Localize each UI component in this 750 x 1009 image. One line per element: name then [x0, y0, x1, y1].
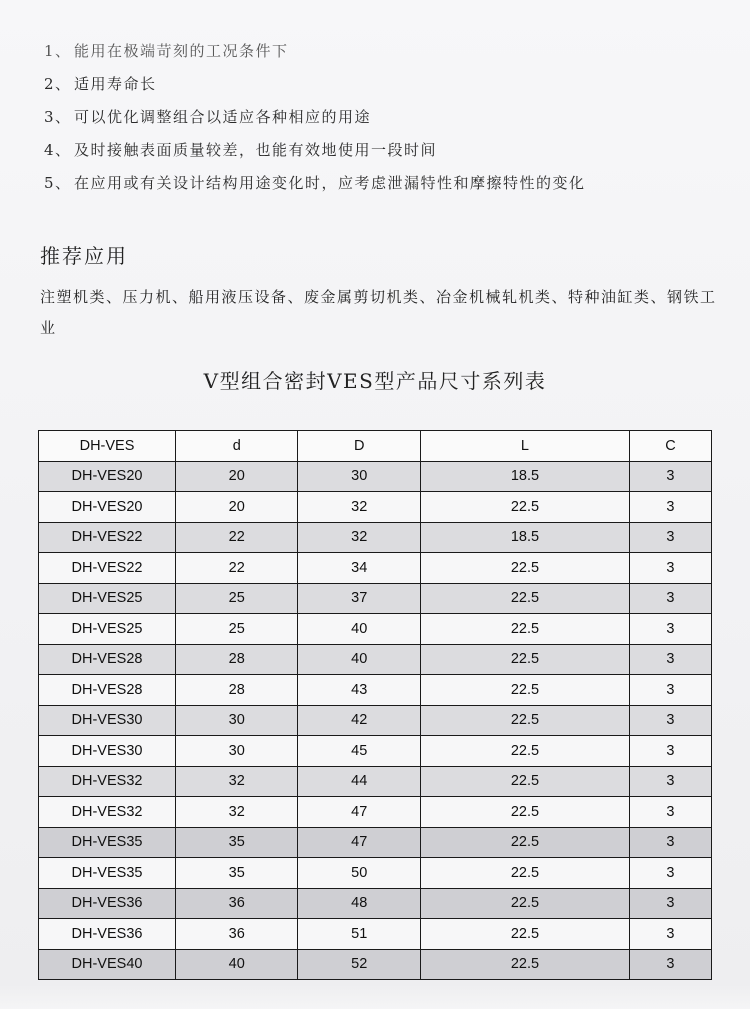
table-row	[39, 644, 712, 675]
cell-C: 3	[629, 614, 711, 645]
cell-d: 35	[176, 827, 298, 858]
cell-d: 22	[176, 522, 298, 553]
cell-model: DH-VES25	[39, 583, 176, 614]
cell-model: DH-VES35	[39, 827, 176, 858]
applications-title: 推荐应用	[40, 244, 128, 268]
cell-D: 37	[298, 583, 420, 614]
cell-D: 51	[298, 919, 420, 950]
feature-number: 3、	[44, 108, 72, 126]
cell-L: 18.5	[420, 461, 629, 492]
cell-L: 22.5	[420, 949, 629, 980]
cell-d: 30	[176, 705, 298, 736]
feature-item	[44, 170, 734, 203]
feature-text: 可以优化调整组合以适应各种相应的用途	[74, 108, 372, 126]
table-row	[39, 736, 712, 767]
cell-D: 32	[298, 492, 420, 523]
cell-C: 3	[629, 919, 711, 950]
cell-model: DH-VES36	[39, 919, 176, 950]
cell-C: 3	[629, 553, 711, 584]
feature-item	[44, 71, 734, 104]
cell-d: 35	[176, 858, 298, 889]
cell-model: DH-VES40	[39, 949, 176, 980]
cell-L: 22.5	[420, 644, 629, 675]
cell-D: 50	[298, 858, 420, 889]
cell-model: DH-VES20	[39, 492, 176, 523]
feature-number: 4、	[44, 141, 72, 159]
table-row	[39, 492, 712, 523]
cell-D: 52	[298, 949, 420, 980]
feature-item	[44, 137, 734, 170]
cell-L: 22.5	[420, 858, 629, 889]
cell-D: 44	[298, 766, 420, 797]
cell-D: 34	[298, 553, 420, 584]
table-row	[39, 614, 712, 645]
table-row	[39, 583, 712, 614]
header-d: d	[176, 431, 298, 462]
cell-L: 22.5	[420, 919, 629, 950]
cell-d: 40	[176, 949, 298, 980]
cell-L: 22.5	[420, 492, 629, 523]
cell-C: 3	[629, 583, 711, 614]
cell-C: 3	[629, 766, 711, 797]
cell-model: DH-VES20	[39, 461, 176, 492]
table-header-row	[39, 431, 712, 462]
header-D: D	[298, 431, 420, 462]
cell-model: DH-VES25	[39, 614, 176, 645]
cell-L: 22.5	[420, 766, 629, 797]
cell-D: 32	[298, 522, 420, 553]
cell-model: DH-VES22	[39, 522, 176, 553]
cell-L: 22.5	[420, 553, 629, 584]
feature-text: 适用寿命长	[74, 75, 157, 93]
cell-L: 22.5	[420, 827, 629, 858]
cell-d: 32	[176, 797, 298, 828]
table-row	[39, 675, 712, 706]
cell-D: 45	[298, 736, 420, 767]
cell-d: 22	[176, 553, 298, 584]
cell-C: 3	[629, 888, 711, 919]
cell-L: 22.5	[420, 705, 629, 736]
cell-C: 3	[629, 461, 711, 492]
cell-model: DH-VES28	[39, 675, 176, 706]
table-row	[39, 461, 712, 492]
cell-model: DH-VES36	[39, 888, 176, 919]
table-row	[39, 797, 712, 828]
cell-d: 28	[176, 675, 298, 706]
cell-C: 3	[629, 705, 711, 736]
header-model: DH-VES	[39, 431, 176, 462]
cell-C: 3	[629, 522, 711, 553]
cell-D: 47	[298, 827, 420, 858]
cell-model: DH-VES32	[39, 766, 176, 797]
feature-list	[44, 38, 734, 203]
cell-D: 48	[298, 888, 420, 919]
cell-model: DH-VES30	[39, 736, 176, 767]
cell-L: 22.5	[420, 583, 629, 614]
table-row	[39, 949, 712, 980]
cell-d: 36	[176, 888, 298, 919]
table-row	[39, 766, 712, 797]
cell-C: 3	[629, 675, 711, 706]
table-title: V型组合密封VES型产品尺寸系列表	[203, 369, 547, 393]
cell-d: 32	[176, 766, 298, 797]
cell-D: 30	[298, 461, 420, 492]
cell-d: 30	[176, 736, 298, 767]
table-row	[39, 827, 712, 858]
feature-text: 在应用或有关设计结构用途变化时，应考虑泄漏特性和摩擦特性的变化	[74, 174, 586, 192]
cell-D: 43	[298, 675, 420, 706]
cell-C: 3	[629, 858, 711, 889]
table-row	[39, 522, 712, 553]
cell-L: 22.5	[420, 736, 629, 767]
feature-item	[44, 104, 734, 137]
feature-number: 5、	[44, 174, 72, 192]
cell-C: 3	[629, 736, 711, 767]
cell-d: 25	[176, 614, 298, 645]
cell-D: 40	[298, 614, 420, 645]
header-L: L	[420, 431, 629, 462]
cell-D: 47	[298, 797, 420, 828]
feature-number: 1、	[44, 42, 72, 60]
cell-model: DH-VES32	[39, 797, 176, 828]
feature-item	[44, 38, 734, 71]
table-row	[39, 858, 712, 889]
table-body	[39, 461, 712, 980]
cell-C: 3	[629, 644, 711, 675]
feature-text: 及时接触表面质量较差，也能有效地使用一段时间	[74, 141, 438, 159]
cell-D: 42	[298, 705, 420, 736]
cell-L: 22.5	[420, 797, 629, 828]
cell-model: DH-VES28	[39, 644, 176, 675]
cell-model: DH-VES30	[39, 705, 176, 736]
table-row	[39, 705, 712, 736]
size-table	[38, 430, 712, 980]
cell-d: 20	[176, 492, 298, 523]
header-C: C	[629, 431, 711, 462]
cell-C: 3	[629, 827, 711, 858]
page-edge	[0, 985, 750, 1009]
cell-C: 3	[629, 492, 711, 523]
cell-d: 25	[176, 583, 298, 614]
table-row	[39, 553, 712, 584]
feature-number: 2、	[44, 75, 72, 93]
cell-C: 3	[629, 797, 711, 828]
cell-D: 40	[298, 644, 420, 675]
table-row	[39, 919, 712, 950]
cell-d: 28	[176, 644, 298, 675]
cell-L: 22.5	[420, 675, 629, 706]
cell-C: 3	[629, 949, 711, 980]
table-row	[39, 888, 712, 919]
feature-text: 能用在极端苛刻的工况条件下	[74, 42, 289, 60]
cell-model: DH-VES22	[39, 553, 176, 584]
cell-L: 18.5	[420, 522, 629, 553]
cell-d: 36	[176, 919, 298, 950]
cell-L: 22.5	[420, 614, 629, 645]
cell-L: 22.5	[420, 888, 629, 919]
cell-model: DH-VES35	[39, 858, 176, 889]
applications-text: 注塑机类、压力机、船用液压设备、废金属剪切机类、冶金机械轧机类、特种油缸类、钢铁工业	[40, 288, 717, 337]
cell-d: 20	[176, 461, 298, 492]
